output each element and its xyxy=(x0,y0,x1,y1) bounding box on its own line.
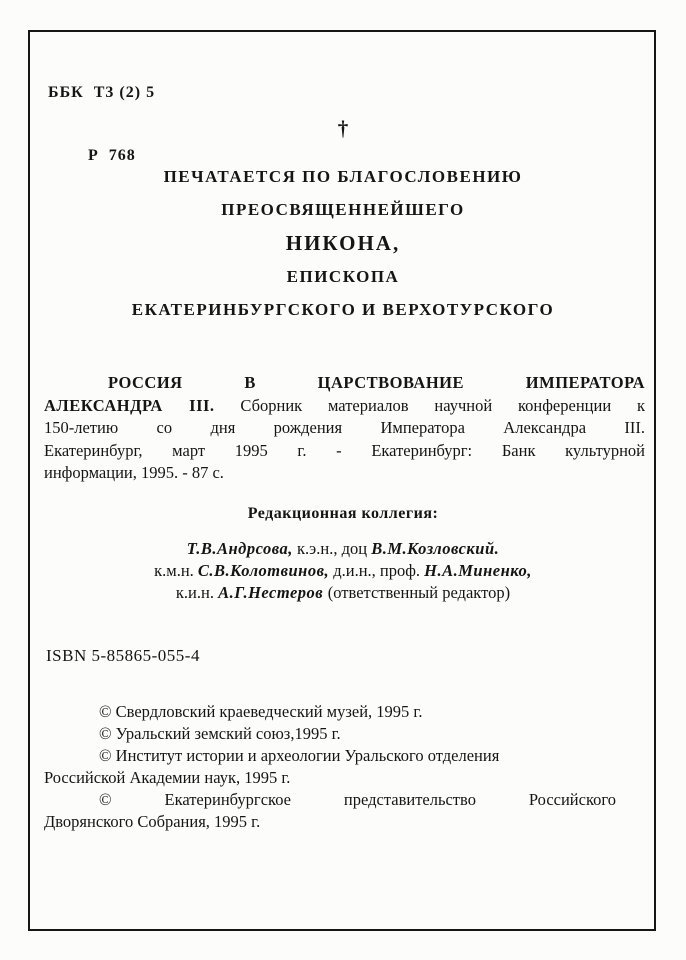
copyright-block xyxy=(44,701,616,833)
editor-degree: к.м.н. xyxy=(154,561,198,580)
editorial-board-title: Редакционная коллегия: xyxy=(247,505,439,522)
bbk-line-1: ББК Т3 (2) 5 xyxy=(48,84,156,101)
blessing-line-2: ПРЕОСВЯЩЕННЕЙШЕГО xyxy=(221,200,465,219)
copyright-item-continuation: Российской Академии наук, 1995 г. xyxy=(44,768,291,787)
copyright-item: © Институт истории и археологии Уральского отделения xyxy=(99,746,500,765)
editor-name: Т.В.Андрсова, xyxy=(186,539,293,558)
editor-name: А.Г.Нестеров xyxy=(218,583,328,602)
description-line-2 xyxy=(44,395,645,418)
description-title-part-1: РОССИЯ В ЦАРСТВОВАНИЕ ИМПЕРАТОРА xyxy=(108,373,645,392)
editorial-line-1 xyxy=(44,538,642,560)
blessing-name: НИКОНА, xyxy=(285,231,401,255)
blessing-line-5: ЕКАТЕРИНБУРГСКОГО И ВЕРХОТУРСКОГО xyxy=(131,300,555,319)
blessing-block xyxy=(44,160,642,326)
copyright-item: © Екатеринбургское представительство Российского xyxy=(99,790,616,809)
cross-icon: † xyxy=(337,116,349,140)
editor-role: (ответственный редактор) xyxy=(327,583,511,602)
isbn-number: ISBN 5-85865-055-4 xyxy=(46,646,200,665)
description-line-4: Екатеринбург, март 1995 г. - Екатеринбург: Банк культурной xyxy=(44,440,645,460)
copyright-item-continuation: Дворянского Собрания, 1995 г. xyxy=(44,812,261,831)
copyright-item: © Свердловский краеведческий музей, 1995 г. xyxy=(99,702,423,721)
blessing-line-1: ПЕЧАТАЕТСЯ ПО БЛАГОСЛОВЕНИЮ xyxy=(163,167,523,186)
description-line-5: информации, 1995. - 87 с. xyxy=(44,463,224,482)
editorial-line-3 xyxy=(44,582,642,604)
description-line-3: 150-летию со дня рождения Императора Александра III. xyxy=(44,418,645,437)
bbk-line-2: Р 768 xyxy=(88,147,136,164)
editor-name: Н.А.Миненко, xyxy=(424,561,532,580)
description-line-1 xyxy=(44,372,645,395)
copyright-item: © Уральский земский союз,1995 г. xyxy=(99,724,341,743)
editor-degree: к.и.н. xyxy=(175,583,219,602)
editorial-board-list xyxy=(44,538,642,604)
description-line-2-rest: Сборник материалов научной конференции к xyxy=(214,395,645,415)
editor-name: В.М.Козловский. xyxy=(371,539,500,558)
editor-name: С.В.Колотвинов, xyxy=(197,561,330,580)
editor-degree: д.и.н., проф. xyxy=(329,561,425,580)
editorial-line-2 xyxy=(44,560,642,582)
description-title-part-2: АЛЕКСАНДРА III. xyxy=(44,395,215,415)
book-description xyxy=(44,372,645,485)
blessing-line-4: ЕПИСКОПА xyxy=(286,267,400,286)
editor-degree: к.э.н., доц xyxy=(292,539,372,558)
